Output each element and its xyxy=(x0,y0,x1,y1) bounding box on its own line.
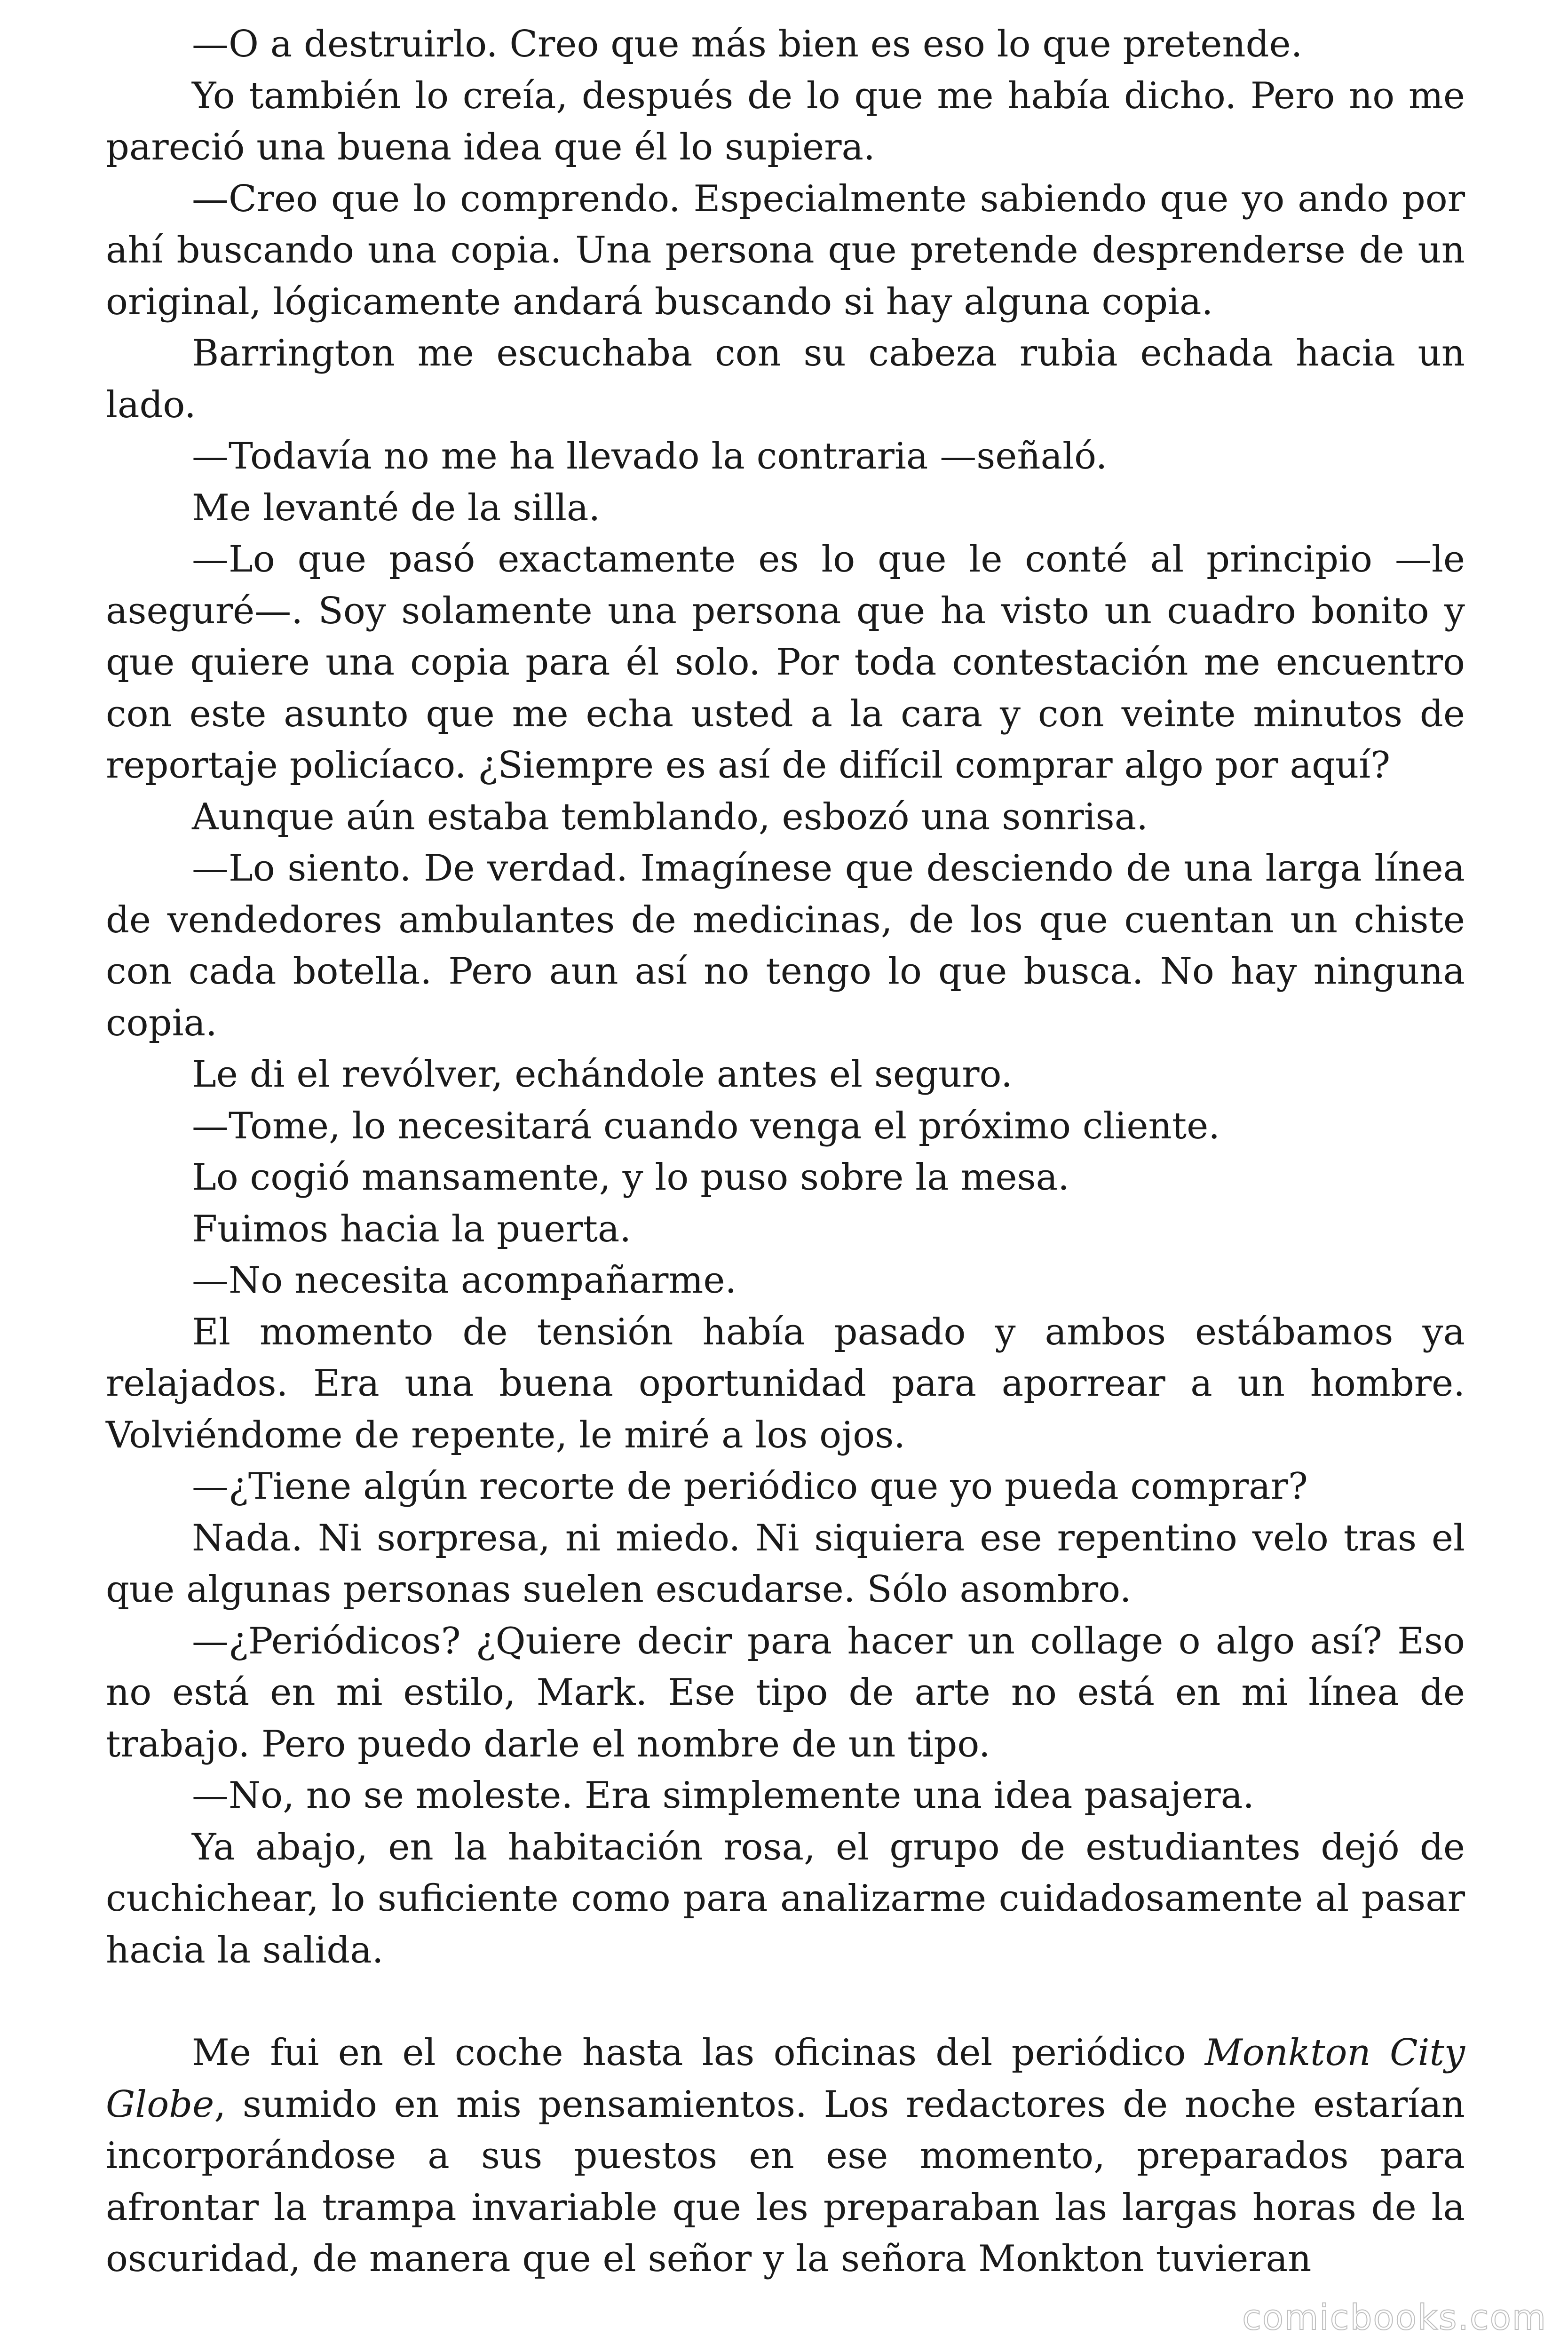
book-page-text xyxy=(106,19,1465,2285)
paragraph-13: Fuimos hacia la puerta. xyxy=(192,1208,632,1250)
paragraph-19: —No, no se moleste. Era simplemente una idea pasajera. xyxy=(192,1774,1255,1817)
paragraph-1: —O a destruirlo. Creo que más bien es eso lo que pretende. xyxy=(192,23,1303,65)
paragraph-21-text-before: Me fui en el coche hasta las oficinas del periódico xyxy=(192,2032,1205,2074)
paragraph-20: Ya abajo, en la habitación rosa, el grupo de estudiantes dejó de cuchichear, lo suficiente como para analizarme cuidadosamente al pasar hacia la salida. xyxy=(106,1826,1465,1971)
paragraph-2: Yo también lo creía, después de lo que me había dicho. Pero no me pareció una buena idea que él lo supiera. xyxy=(106,74,1465,168)
paragraph-11: —Tome, lo necesitará cuando venga el próximo cliente. xyxy=(192,1104,1220,1147)
paragraph-3: —Creo que lo comprendo. Especialmente sabiendo que yo ando por ahí buscando una copia. Una persona que pretende desprenderse de un original, lógicamente andará buscando si hay alguna copia. xyxy=(106,177,1465,323)
paragraph-21-section-start xyxy=(106,2027,1465,2285)
paragraph-16: —¿Tiene algún recorte de periódico que yo pueda comprar? xyxy=(192,1465,1308,1508)
paragraph-6: Me levanté de la silla. xyxy=(192,486,601,529)
paragraph-5: —Todavía no me ha llevado la contraria —señaló. xyxy=(192,435,1108,477)
paragraph-15: El momento de tensión había pasado y ambos estábamos ya relajados. Era una buena oportunidad para aporrear a un hombre. Volviéndome de repente, le miré a los ojos. xyxy=(106,1311,1465,1456)
paragraph-4: Barrington me escuchaba con su cabeza rubia echada hacia un lado. xyxy=(106,332,1465,426)
newspaper-title-italic: Monkton City Globe xyxy=(106,2032,1465,2126)
paragraph-12: Lo cogió mansamente, y lo puso sobre la mesa. xyxy=(192,1156,1069,1199)
paragraph-17: Nada. Ni sorpresa, ni miedo. Ni siquiera ese repentino velo tras el que algunas personas suelen escudarse. Sólo asombro. xyxy=(106,1517,1465,1611)
paragraph-8: Aunque aún estaba temblando, esbozó una sonrisa. xyxy=(192,795,1148,838)
paragraph-9: —Lo siento. De verdad. Imagínese que desciendo de una larga línea de vendedores ambulantes de medicinas, de los que cuentan un chiste con cada botella. Pero aun así no tengo lo que busca. No hay ninguna copia. xyxy=(106,847,1465,1044)
paragraph-14: —No necesita acompañarme. xyxy=(192,1259,737,1302)
paragraph-21-text-after: , sumido en mis pensamientos. Los redactores de noche estarían incorporándose a sus puestos en ese momento, preparados para afrontar la trampa invariable que les preparaban las largas horas de la oscuridad, de manera que el señor y la señora Monkton tuvieran xyxy=(106,2083,1465,2280)
paragraph-10: Le di el revólver, echándole antes el seguro. xyxy=(192,1053,1013,1096)
paragraph-7: —Lo que pasó exactamente es lo que le conté al principio —le aseguré—. Soy solamente una persona que ha visto un cuadro bonito y que quiere una copia para él solo. Por toda contestación me encuentro con este asunto que me echa usted a la cara y con veinte minutos de reportaje policíaco. ¿Siempre es así de difícil comprar algo por aquí? xyxy=(106,538,1465,787)
watermark-logo: comicbooks.com xyxy=(1242,2297,1547,2338)
paragraph-18: —¿Periódicos? ¿Quiere decir para hacer un collage o algo así? Eso no está en mi estilo, Mark. Ese tipo de arte no está en mi línea de trabajo. Pero puedo darle el nombre de un tipo. xyxy=(106,1620,1465,1765)
